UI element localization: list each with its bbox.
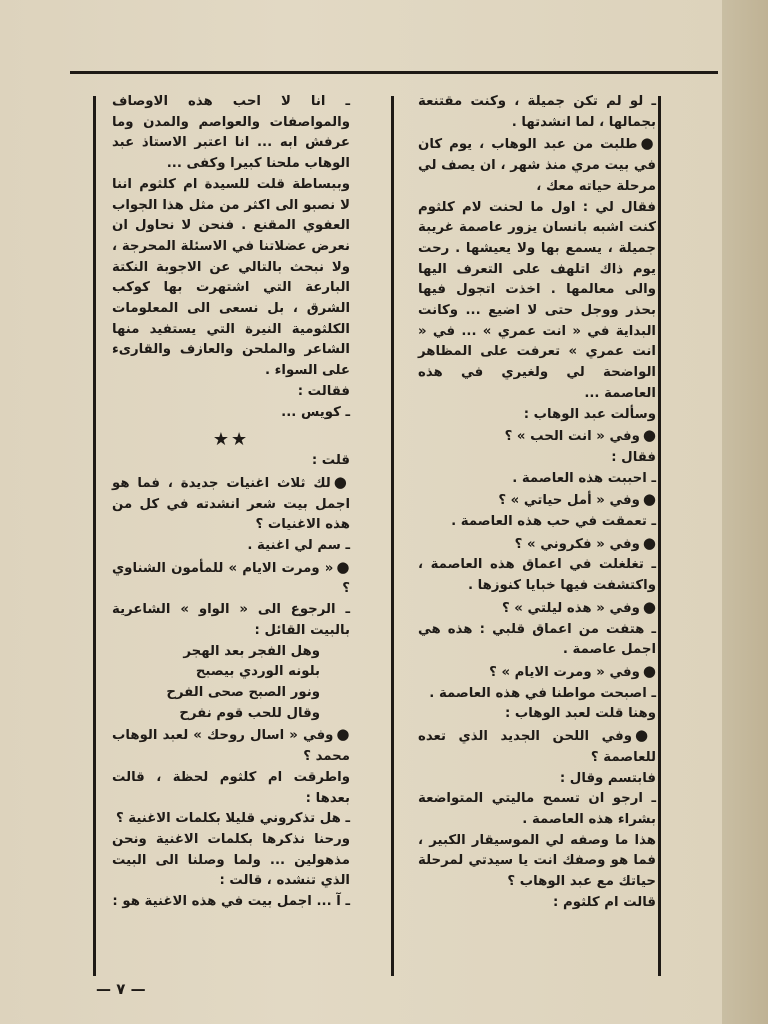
verse-line: ونور الصبح صحى الفرح xyxy=(166,684,320,700)
answer: ـ تغلغلت في اعماق هذه العاصمة ، واكتشفت فيها خبايا كنوزها . xyxy=(418,557,656,594)
paragraph: فقالت : xyxy=(297,383,350,399)
question: ● وفي « أمل حياتي » ؟ xyxy=(418,489,656,512)
verse-line: وقال للحب قوم نفرح xyxy=(179,705,320,721)
answer: ـ سم لي اغنية . xyxy=(247,538,350,554)
paragraph: فابتسم وقال : xyxy=(559,770,656,786)
page-edge xyxy=(722,0,768,1024)
paragraph: قالت ام كلثوم : xyxy=(553,894,656,910)
paragraph: وسألت عبد الوهاب : xyxy=(523,406,656,422)
answer: ـ احببت هذه العاصمة . xyxy=(512,470,656,486)
answer: ـ هل تذكروني قليلا بكلمات الاغنية ؟ xyxy=(115,811,350,827)
question: ● وفي « اسال روحك » لعبد الوهاب محمد ؟ xyxy=(112,724,350,767)
paragraph: ـ لو لم تكن جميلة ، وكنت مقتنعة بجمالها ، لما انشدتها . xyxy=(418,94,656,130)
column-rule-right xyxy=(658,96,661,976)
left-column xyxy=(112,92,350,913)
page-number: — ٧ — xyxy=(96,980,146,998)
paragraph: هذا ما وصفه لي الموسيقار الكبير ، فما هو وصفك انت يا سيدتي لمرحلة حياتك مع عبد الوهاب ؟ xyxy=(418,832,656,890)
top-rule xyxy=(70,71,718,74)
answer: ـ اصبحت مواطنا في هذه العاصمة . xyxy=(429,685,656,701)
paragraph: فقال لي : اول ما لحنت لام كلثوم كنت اشبه بانسان يزور عاصمة غريبة جميلة ، يسمع بها ولا يعيشها . رحت يوم ذاك اتلهف على التعرف اليها والى معالمها . اخذت اتجول فيها بحذر ووجل حتى لا اضيع ... وكانت البداية في « انت عمري » ... في « انت عمري » تعرفت على المظاهر الواضحة لي ولغيري في هذه العاصمة ... xyxy=(418,199,656,401)
answer: ـ هتفت من اعماق قلبي : هذه هي اجمل عاصمة . xyxy=(418,621,656,658)
answer: ـ الرجوع الى « الواو » الشاعرية بالبيت القائل : xyxy=(112,602,350,638)
question: ● وفي اللحن الجديد الذي تعده للعاصمة ؟ xyxy=(418,725,656,768)
verse-line: بلونه الوردي بيصبح xyxy=(195,664,320,680)
paragraph: فقال : xyxy=(611,449,656,465)
question: ● وفي « انت الحب » ؟ xyxy=(418,425,656,448)
question: ● طلبت من عبد الوهاب ، يوم كان في بيت مري منذ شهر ، ان يصف لي مرحلة حياته معك ، xyxy=(418,133,656,197)
verse-line: وهل الفجر بعد الهجر xyxy=(183,643,320,659)
answer: ـ ارجو ان تسمح ماليتي المتواضعة بشراء هذه العاصمة . xyxy=(418,791,656,827)
question: ● لك ثلاث اغنيات جديدة ، فما هو اجمل بيت شعر انشدته في كل من هذه الاغنيات ؟ xyxy=(112,472,350,536)
paragraph: وهنا قلت لعبد الوهاب : xyxy=(504,706,656,722)
question: ● وفي « فكروني » ؟ xyxy=(418,533,656,556)
question: ● وفي « هذه ليلتي » ؟ xyxy=(418,597,656,620)
section-stars: ★★ xyxy=(212,429,250,451)
answer: ـ انا لا احب هذه الاوصاف والمواصفات والعواصم والمدن وما عرفش ابه ... انا اعتبر الاستاذ عبد الوهاب ملحنا كبيرا وكفى ... xyxy=(112,94,350,172)
paragraph: وببساطة قلت للسيدة ام كلثوم اننا لا نصبو الى اكثر من مثل هذا الجواب العفوي المقنع . فنحن لا نحاول ان نعرض عضلاتنا في الاسئلة المحرجة ، ولا نبحث بالتالي عن الاجوبة النكتة البارعة التي اشتهرت بها كوكب الشرق ، بل نسعى الى المعلومات الكلثومية النيرة التي يستفيد منها الشاعر والملحن والعازف والقارىء على السواء . xyxy=(112,176,350,379)
paragraph: ورحنا نذكرها بكلمات الاغنية ونحن مذهولين ... ولما وصلنا الى البيت الذي تنشده ، قالت : xyxy=(112,831,350,889)
paragraph: قلت : xyxy=(311,453,350,469)
answer: ـ تعمقت في حب هذه العاصمة . xyxy=(451,514,656,530)
paragraph: واطرقت ام كلثوم لحظة ، قالت بعدها : xyxy=(112,769,350,806)
answer: ـ كويس ... xyxy=(281,404,350,420)
column-rule-middle xyxy=(391,96,394,976)
right-column xyxy=(418,92,656,913)
column-rule-left xyxy=(93,96,96,976)
question: ● وفي « ومرت الايام » ؟ xyxy=(418,661,656,684)
answer: ـ آ ... اجمل بيت في هذه الاغنية هو : xyxy=(112,894,350,910)
question: ● « ومرت الايام » للمأمون الشناوي ؟ xyxy=(112,557,350,600)
